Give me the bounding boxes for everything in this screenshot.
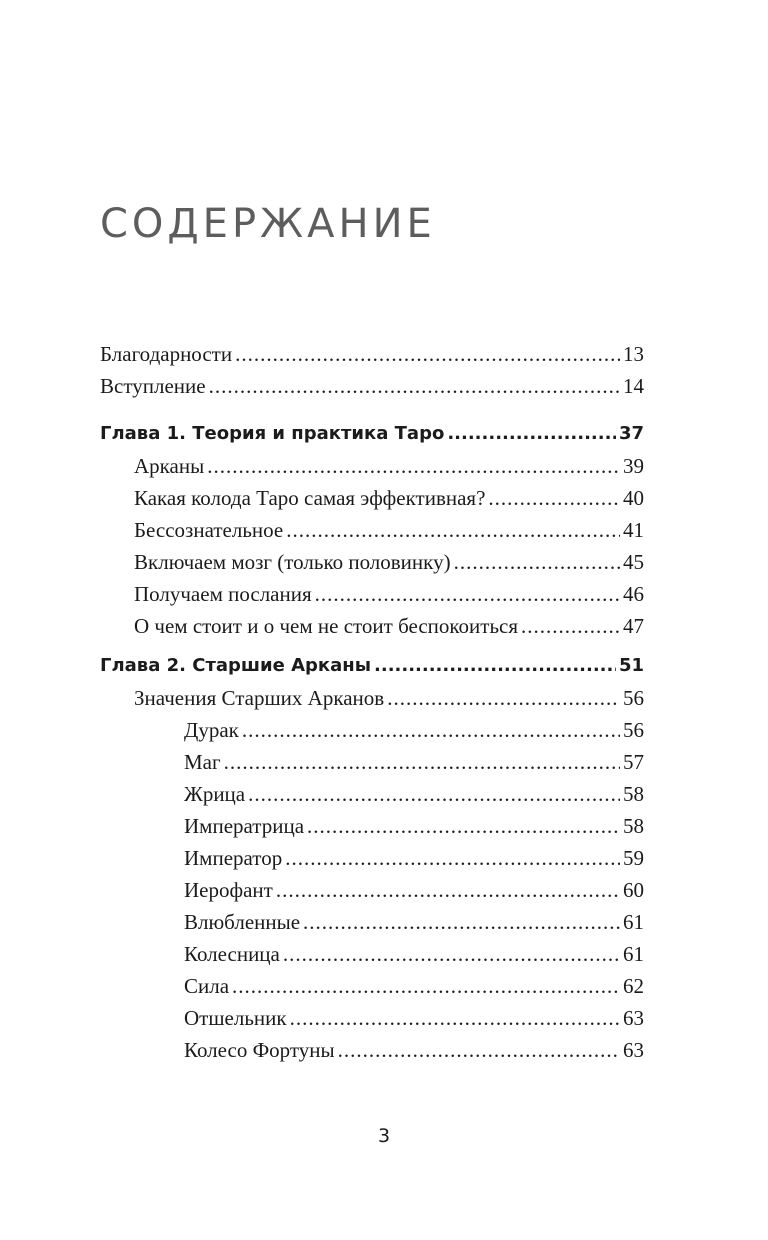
entry-page-number: 57 [623, 750, 644, 774]
dot-leader [488, 482, 620, 514]
dot-leader [224, 746, 620, 778]
toc-section-entry[interactable] [100, 450, 644, 482]
entry-page-number: 61 [623, 942, 644, 966]
toc-chapter-entry[interactable] [100, 650, 644, 682]
toc-subsection-entry[interactable] [100, 1002, 644, 1034]
entry-page-number: 58 [623, 782, 644, 806]
toc-section-entry[interactable] [100, 578, 644, 610]
entry-page-number: 41 [623, 518, 644, 542]
entry-title: Иерофант [184, 878, 273, 902]
entry-title: Включаем мозг (только половинку) [134, 550, 451, 574]
dot-leader [387, 682, 620, 714]
dot-leader [303, 906, 620, 938]
toc-section-entry[interactable] [100, 610, 644, 642]
toc-subsection-entry[interactable] [100, 778, 644, 810]
entry-title: Вступление [100, 374, 206, 398]
toc-chapter-entry[interactable] [100, 418, 644, 450]
toc-chapter-1 [100, 418, 644, 642]
page-heading: СОДЕРЖАНИЕ [100, 201, 436, 247]
entry-page-number: 37 [618, 423, 644, 444]
toc-entry[interactable] [100, 370, 644, 402]
toc-subsection-entry[interactable] [100, 842, 644, 874]
page-number: 3 [377, 1125, 391, 1147]
dot-leader [315, 578, 620, 610]
entry-title: Влюбленные [184, 910, 301, 934]
entry-title: Бессознательное [134, 518, 284, 542]
entry-page-number: 45 [623, 550, 644, 574]
entry-page-number: 61 [623, 910, 644, 934]
entry-page-number: 39 [623, 454, 644, 478]
entry-title: Глава 2. Старшие Арканы [100, 655, 372, 676]
dot-leader [374, 650, 616, 682]
toc-section-entry[interactable] [100, 482, 644, 514]
entry-page-number: 58 [623, 814, 644, 838]
toc-subsection-entry[interactable] [100, 874, 644, 906]
entry-page-number: 56 [623, 718, 644, 742]
entry-title: Колесо Фортуны [184, 1038, 335, 1062]
toc-subsection-entry[interactable] [100, 714, 644, 746]
entry-title: Получаем послания [134, 582, 312, 606]
toc-subsection-entry[interactable] [100, 938, 644, 970]
entry-title: Отшельник [184, 1006, 287, 1030]
entry-page-number: 60 [623, 878, 644, 902]
entry-page-number: 51 [618, 655, 644, 676]
dot-leader [338, 1034, 620, 1066]
toc-section-entry[interactable] [100, 514, 644, 546]
dot-leader [521, 610, 620, 642]
entry-page-number: 63 [623, 1006, 644, 1030]
entry-page-number: 13 [623, 342, 644, 366]
entry-page-number: 62 [623, 974, 644, 998]
entry-page-number: 63 [623, 1038, 644, 1062]
entry-title: Сила [184, 974, 230, 998]
dot-leader [285, 842, 620, 874]
dot-leader [283, 938, 620, 970]
toc-front-matter [100, 338, 644, 402]
dot-leader [290, 1002, 620, 1034]
entry-title: Дурак [184, 718, 239, 742]
entry-page-number: 40 [623, 486, 644, 510]
entry-page-number: 47 [623, 614, 644, 638]
toc-subsection-entry[interactable] [100, 1034, 644, 1066]
entry-page-number: 14 [623, 374, 644, 398]
dot-leader [235, 338, 620, 370]
entry-title: Императрица [184, 814, 305, 838]
entry-title: Арканы [134, 454, 205, 478]
entry-page-number: 59 [623, 846, 644, 870]
toc-subsection-entry[interactable] [100, 970, 644, 1002]
entry-title: О чем стоит и о чем не стоит беспокоиться [134, 614, 518, 638]
entry-page-number: 46 [623, 582, 644, 606]
dot-leader [286, 514, 620, 546]
entry-page-number: 56 [623, 686, 644, 710]
entry-title: Благодарности [100, 342, 233, 366]
toc-chapter-2 [100, 650, 644, 1066]
toc-subsection-entry[interactable] [100, 746, 644, 778]
entry-title: Значения Старших Арканов [134, 686, 385, 710]
toc-entry[interactable] [100, 338, 644, 370]
entry-title: Глава 1. Теория и практика Таро [100, 423, 445, 444]
dot-leader [242, 714, 620, 746]
toc-section-entry[interactable] [100, 546, 644, 578]
dot-leader [307, 810, 620, 842]
toc-subsection-entry[interactable] [100, 906, 644, 938]
dot-leader [248, 778, 620, 810]
entry-title: Какая колода Таро самая эффективная? [134, 486, 486, 510]
dot-leader [454, 546, 620, 578]
dot-leader [276, 874, 620, 906]
entry-title: Колесница [184, 942, 280, 966]
toc-subsection-entry[interactable] [100, 810, 644, 842]
dot-leader [232, 970, 620, 1002]
entry-title: Жрица [184, 782, 246, 806]
dot-leader [209, 370, 620, 402]
dot-leader [207, 450, 620, 482]
entry-title: Маг [184, 750, 221, 774]
toc-section-entry[interactable] [100, 682, 644, 714]
dot-leader [447, 418, 616, 450]
entry-title: Император [184, 846, 283, 870]
